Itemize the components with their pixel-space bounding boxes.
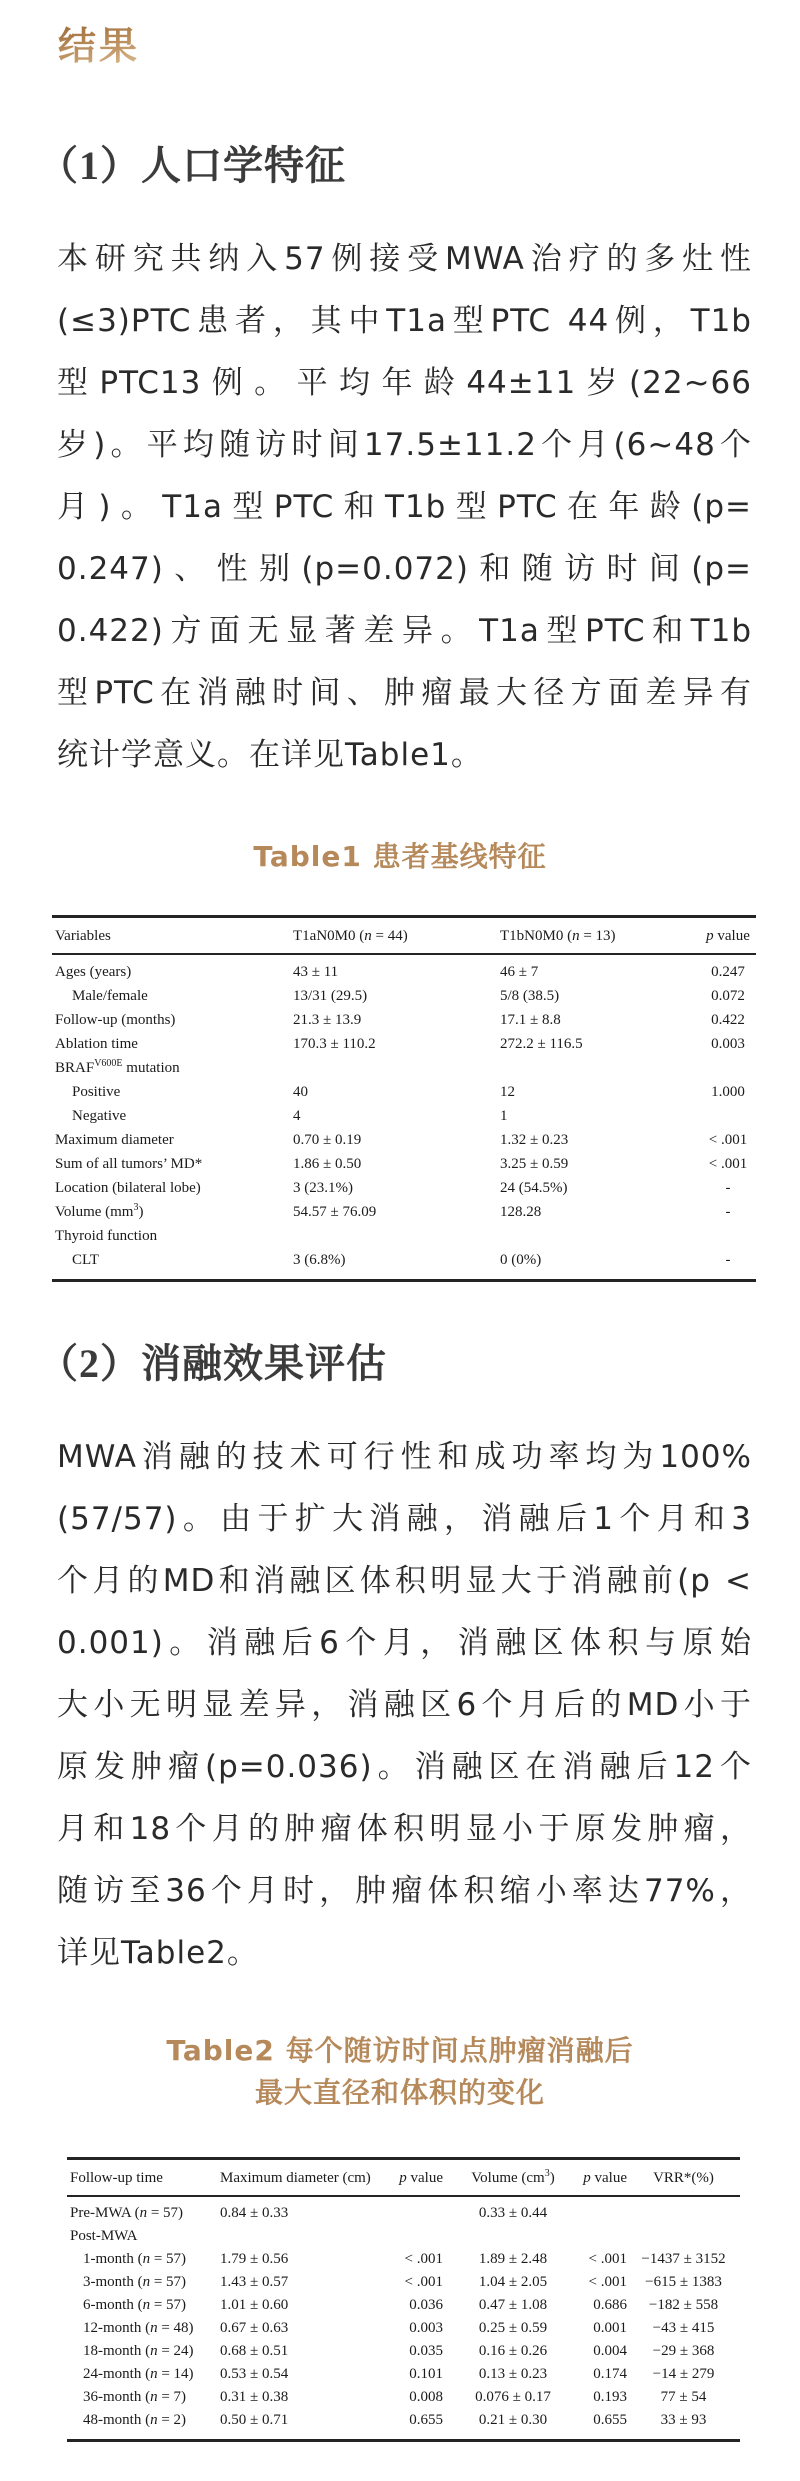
label-text: = 57) [150, 2297, 187, 2313]
row-label [52, 1176, 293, 1200]
table-row [52, 1104, 756, 1128]
row-label [52, 984, 293, 1008]
table2-header-row [67, 2160, 740, 2197]
vrr-value [627, 2225, 740, 2248]
italic-n: n [150, 2366, 158, 2382]
italic-n: n [150, 2412, 158, 2428]
paragraph-line: 月)。T1a型PTC和T1b型PTC在年龄(p= [57, 489, 752, 525]
p-value: 0.072 [711, 988, 745, 1004]
volume-value: 0.25 ± 0.59 [478, 2320, 548, 2336]
table-row [52, 1008, 756, 1032]
table2-header-pvalue-1 [370, 2168, 443, 2188]
table-row [67, 2317, 740, 2340]
row-label [52, 960, 293, 984]
paragraph-line: 个月的MD和消融区体积明显大于消融前(p < [57, 1563, 752, 1599]
t1b-value [500, 1056, 700, 1080]
table-row [52, 1248, 756, 1272]
label-text: Ablation time [55, 1036, 138, 1052]
vrr-value: −43 ± 415 [652, 2320, 715, 2336]
p-value-1: 0.003 [409, 2320, 443, 2336]
label-text: Ages (years) [55, 964, 132, 980]
max-diameter-value: 1.79 ± 0.56 [220, 2251, 289, 2267]
row-label [52, 1008, 293, 1032]
label-text: 48-month ( [83, 2412, 151, 2428]
table1-title: Table1 患者基线特征 [253, 840, 547, 873]
max-diameter-value: 0.53 ± 0.54 [220, 2366, 289, 2382]
volume-value: 0.47 ± 1.08 [478, 2297, 548, 2313]
header-text: value [590, 2170, 627, 2186]
p-value-2 [583, 2225, 627, 2248]
table-row [52, 984, 756, 1008]
table1-body [52, 955, 756, 1279]
paragraph-line: 详见Table2。 [57, 1935, 259, 1971]
table-row [52, 1056, 756, 1080]
t1a-value: 3 (6.8%) [293, 1252, 346, 1268]
table-row [67, 2271, 740, 2294]
paragraph-line: 大小无明显差异，消融区6个月后的MD小于 [57, 1687, 752, 1723]
row-label [67, 2248, 217, 2271]
volume-value: 0.21 ± 0.30 [478, 2412, 548, 2428]
header-text: value [713, 928, 750, 944]
label-text: = 57) [150, 2274, 187, 2290]
label-text: 18-month ( [83, 2343, 151, 2359]
t1a-value: 21.3 ± 13.9 [293, 1012, 362, 1028]
table-row [67, 2248, 740, 2271]
italic-p: p [583, 2170, 591, 2186]
row-label [67, 2317, 217, 2340]
vrr-value: −615 ± 1383 [645, 2274, 722, 2290]
label-text: BRAF [55, 1060, 95, 1076]
p-value: - [725, 1252, 731, 1268]
italic-p: p [706, 928, 714, 944]
p-value-1: 0.035 [409, 2343, 443, 2359]
label-text: Pre-MWA ( [70, 2205, 140, 2221]
t1a-value: 40 [293, 1084, 308, 1100]
label-text: 12-month ( [83, 2320, 151, 2336]
table-row [67, 2386, 740, 2409]
italic-n: n [142, 2251, 151, 2267]
t1b-value: 17.1 ± 8.8 [500, 1012, 561, 1028]
table-row [52, 1128, 756, 1152]
paragraph-line: (≤3)PTC患者，其中T1a型PTC 44例，T1b [57, 303, 752, 339]
p-value-1 [370, 2202, 443, 2225]
table-row [52, 1224, 756, 1248]
table2 [67, 2157, 740, 2442]
italic-n: n [150, 2389, 158, 2405]
italic-n: n [150, 2320, 158, 2336]
table-row [67, 2225, 740, 2248]
table1-header-row [52, 918, 756, 955]
table2-header-volume [443, 2168, 583, 2188]
table-row [52, 1152, 756, 1176]
paragraph-line: 原发肿瘤(p=0.036)。消融区在消融后12个 [57, 1749, 752, 1785]
table-row [67, 2294, 740, 2317]
label-text: = 24) [157, 2343, 194, 2359]
t1b-value: 272.2 ± 116.5 [500, 1036, 583, 1052]
italic-n: n [139, 2205, 148, 2221]
vrr-value: −182 ± 558 [648, 2297, 719, 2313]
max-diameter-value: 1.01 ± 0.60 [220, 2297, 289, 2313]
header-text: ) [549, 2170, 555, 2186]
p-value-2: 0.004 [593, 2343, 627, 2359]
p-value: - [725, 1180, 731, 1196]
table2-title-line1: Table2 每个随访时间点肿瘤消融后 [166, 2034, 634, 2067]
italic-n: n [364, 928, 372, 944]
paragraph-line: 随访至36个月时，肿瘤体积缩小率达77%， [57, 1873, 752, 1909]
p-value-2: 0.193 [593, 2389, 627, 2405]
p-value-2 [583, 2202, 627, 2225]
paragraph-line: 型PTC在消融时间、肿瘤最大径方面差异有 [57, 675, 752, 711]
label-text: CLT [72, 1252, 99, 1268]
t1b-value: 128.28 [500, 1204, 542, 1220]
p-value-1: 0.008 [409, 2389, 443, 2405]
label-text: ) [138, 1204, 144, 1220]
table1-header-t1a [293, 926, 500, 946]
volume-value: 0.076 ± 0.17 [475, 2389, 551, 2405]
p-value-2: 0.655 [593, 2412, 627, 2428]
row-label [67, 2202, 217, 2225]
italic-n: n [150, 2343, 158, 2359]
header-text: = 13) [579, 928, 616, 944]
max-diameter-value [217, 2225, 370, 2248]
paragraph-line: 统计学意义。在详见Table1。 [57, 737, 483, 773]
table2-title [0, 2030, 800, 2114]
superscript: 3 [544, 2168, 550, 2179]
table1-header-variables: Variables [55, 928, 111, 944]
t1a-value: 43 ± 11 [293, 964, 339, 980]
label-text: = 2) [157, 2412, 187, 2428]
t1b-value: 46 ± 7 [500, 964, 539, 980]
t1b-value: 3.25 ± 0.59 [500, 1156, 569, 1172]
row-label [52, 1056, 293, 1080]
vrr-value: −14 ± 279 [652, 2366, 715, 2382]
row-label [67, 2340, 217, 2363]
table-row [52, 1032, 756, 1056]
t1b-value: 24 (54.5%) [500, 1180, 568, 1196]
table-row [67, 2363, 740, 2386]
paragraph-line: 本研究共纳入57例接受MWA治疗的多灶性 [57, 241, 752, 277]
table2-header-followup: Follow-up time [70, 2170, 163, 2186]
p-value-2: < .001 [588, 2251, 627, 2267]
row-label [67, 2225, 217, 2248]
t1b-value: 1.32 ± 0.23 [500, 1132, 569, 1148]
p-value-2: 0.001 [593, 2320, 627, 2336]
paragraph-line: 0.001)。消融后6个月，消融区体积与原始 [57, 1625, 752, 1661]
table-row [52, 1080, 756, 1104]
label-text: mutation [122, 1060, 180, 1076]
table-row [52, 960, 756, 984]
italic-n: n [142, 2274, 151, 2290]
section-2-heading: （2）消融效果评估 [38, 1341, 387, 1386]
header-text: T1bN0M0 ( [500, 928, 573, 944]
volume-value: 1.04 ± 2.05 [478, 2274, 548, 2290]
volume-value: 0.16 ± 0.26 [478, 2343, 548, 2359]
italic-p: p [399, 2170, 407, 2186]
t1a-value: 4 [293, 1108, 301, 1124]
row-label [67, 2271, 217, 2294]
max-diameter-value: 0.84 ± 0.33 [220, 2205, 289, 2221]
label-text: = 57) [147, 2205, 184, 2221]
label-text: = 7) [157, 2389, 187, 2405]
label-text: Sum of all tumors’ MD* [55, 1156, 203, 1172]
p-value-2: 0.174 [593, 2366, 627, 2382]
row-label [52, 1032, 293, 1056]
p-value-1: 0.036 [409, 2297, 443, 2313]
label-text: Location (bilateral lobe) [55, 1180, 201, 1196]
table2-body [67, 2197, 740, 2439]
paragraph-line: 型PTC13例。平均年龄44±11岁(22~66 [57, 365, 752, 401]
vrr-value: −1437 ± 3152 [641, 2251, 726, 2267]
label-text: Male/female [72, 988, 148, 1004]
label-text: = 14) [157, 2366, 194, 2382]
t1b-value [500, 1224, 700, 1248]
table1-header-pvalue [700, 926, 756, 946]
label-text: 24-month ( [83, 2366, 151, 2382]
vrr-value: 77 ± 54 [660, 2389, 707, 2405]
max-diameter-value: 0.31 ± 0.38 [220, 2389, 289, 2405]
paragraph-line: 岁)。平均随访时间17.5±11.2个月(6~48个 [57, 427, 752, 463]
section-2-paragraph [57, 1426, 752, 1984]
table2-title-line2: 最大直径和体积的变化 [254, 2076, 545, 2109]
t1a-value [293, 1056, 500, 1080]
paragraph-line: MWA消融的技术可行性和成功率均为100% [57, 1439, 752, 1475]
volume-value: 0.13 ± 0.23 [478, 2366, 548, 2382]
volume-value [443, 2225, 583, 2248]
table2-header-maxdiameter: Maximum diameter (cm) [220, 2170, 371, 2186]
table-row [67, 2340, 740, 2363]
p-value: 0.247 [711, 964, 745, 980]
label-text: Thyroid function [55, 1228, 158, 1244]
vrr-value [627, 2202, 740, 2225]
italic-n: n [142, 2297, 151, 2313]
table1-header-t1b [500, 926, 700, 946]
table2-header-pvalue-2 [583, 2168, 627, 2188]
p-value [700, 1224, 756, 1248]
row-label [52, 1248, 293, 1272]
table-row [67, 2409, 740, 2432]
p-value: < .001 [708, 1132, 748, 1148]
p-value-1: 0.101 [409, 2366, 443, 2382]
header-text: value [406, 2170, 443, 2186]
paragraph-line: (57/57)。由于扩大消融，消融后1个月和3 [57, 1501, 752, 1537]
table-row [52, 1176, 756, 1200]
p-value: 0.003 [711, 1036, 745, 1052]
row-label [52, 1200, 293, 1224]
t1b-value: 1 [500, 1108, 508, 1124]
table2-header-vrr: VRR*(%) [653, 2170, 714, 2186]
volume-value: 1.89 ± 2.48 [478, 2251, 548, 2267]
p-value-1: < .001 [404, 2274, 443, 2290]
header-text: Volume (cm [471, 2170, 545, 2186]
p-value-1: 0.655 [409, 2412, 443, 2428]
t1b-value: 5/8 (38.5) [500, 988, 560, 1004]
label-text: 6-month ( [83, 2297, 143, 2313]
paragraph-line: 0.247)、性别(p=0.072)和随访时间(p= [57, 551, 752, 587]
p-value-1 [370, 2225, 443, 2248]
header-text: = 44) [371, 928, 408, 944]
t1a-value: 3 (23.1%) [293, 1180, 353, 1196]
t1b-value: 0 (0%) [500, 1252, 542, 1268]
label-text: 1-month ( [83, 2251, 143, 2267]
superscript: V600E [94, 1058, 123, 1069]
row-label [52, 1224, 293, 1248]
label-text: Volume (mm [55, 1204, 134, 1220]
p-value: - [725, 1204, 731, 1220]
table1 [52, 915, 756, 1282]
paragraph-line: 0.422)方面无显著差异。T1a型PTC和T1b [57, 613, 752, 649]
page-title: 结果 [58, 26, 141, 68]
t1a-value [293, 1224, 500, 1248]
table-row [52, 1200, 756, 1224]
row-label [67, 2294, 217, 2317]
max-diameter-value: 0.50 ± 0.71 [220, 2412, 289, 2428]
header-text: T1aN0M0 ( [293, 928, 365, 944]
row-label [52, 1104, 293, 1128]
label-text: Follow-up (months) [55, 1012, 176, 1028]
p-value: 1.000 [711, 1084, 745, 1100]
t1a-value: 54.57 ± 76.09 [293, 1204, 377, 1220]
label-text: Post-MWA [70, 2228, 138, 2244]
p-value [700, 1104, 756, 1128]
row-label [52, 1152, 293, 1176]
italic-n: n [572, 928, 580, 944]
row-label [67, 2363, 217, 2386]
table-row [67, 2202, 740, 2225]
label-text: Negative [72, 1108, 127, 1124]
label-text: = 57) [150, 2251, 187, 2267]
p-value-2: < .001 [588, 2274, 627, 2290]
label-text: = 48) [157, 2320, 194, 2336]
max-diameter-value: 0.67 ± 0.63 [220, 2320, 289, 2336]
superscript: 3 [133, 1202, 139, 1213]
p-value: < .001 [708, 1156, 748, 1172]
volume-value: 0.33 ± 0.44 [478, 2205, 548, 2221]
t1a-value: 13/31 (29.5) [293, 988, 368, 1004]
row-label [52, 1080, 293, 1104]
label-text: Positive [72, 1084, 121, 1100]
section-1-paragraph [57, 228, 752, 786]
t1b-value: 12 [500, 1084, 515, 1100]
row-label [67, 2409, 217, 2432]
label-text: 3-month ( [83, 2274, 143, 2290]
section-1-heading: （1）人口学特征 [38, 143, 346, 188]
p-value: 0.422 [711, 1012, 745, 1028]
t1a-value: 170.3 ± 110.2 [293, 1036, 376, 1052]
t1a-value: 1.86 ± 0.50 [293, 1156, 362, 1172]
p-value-1: < .001 [404, 2251, 443, 2267]
vrr-value: −29 ± 368 [652, 2343, 715, 2359]
max-diameter-value: 0.68 ± 0.51 [220, 2343, 289, 2359]
row-label [52, 1128, 293, 1152]
paragraph-line: 月和18个月的肿瘤体积明显小于原发肿瘤， [57, 1811, 752, 1847]
p-value [700, 1056, 756, 1080]
label-text: Maximum diameter [55, 1132, 174, 1148]
row-label [67, 2386, 217, 2409]
p-value-2: 0.686 [593, 2297, 627, 2313]
t1a-value: 0.70 ± 0.19 [293, 1132, 362, 1148]
label-text: 36-month ( [83, 2389, 151, 2405]
max-diameter-value: 1.43 ± 0.57 [220, 2274, 289, 2290]
vrr-value: 33 ± 93 [660, 2412, 707, 2428]
